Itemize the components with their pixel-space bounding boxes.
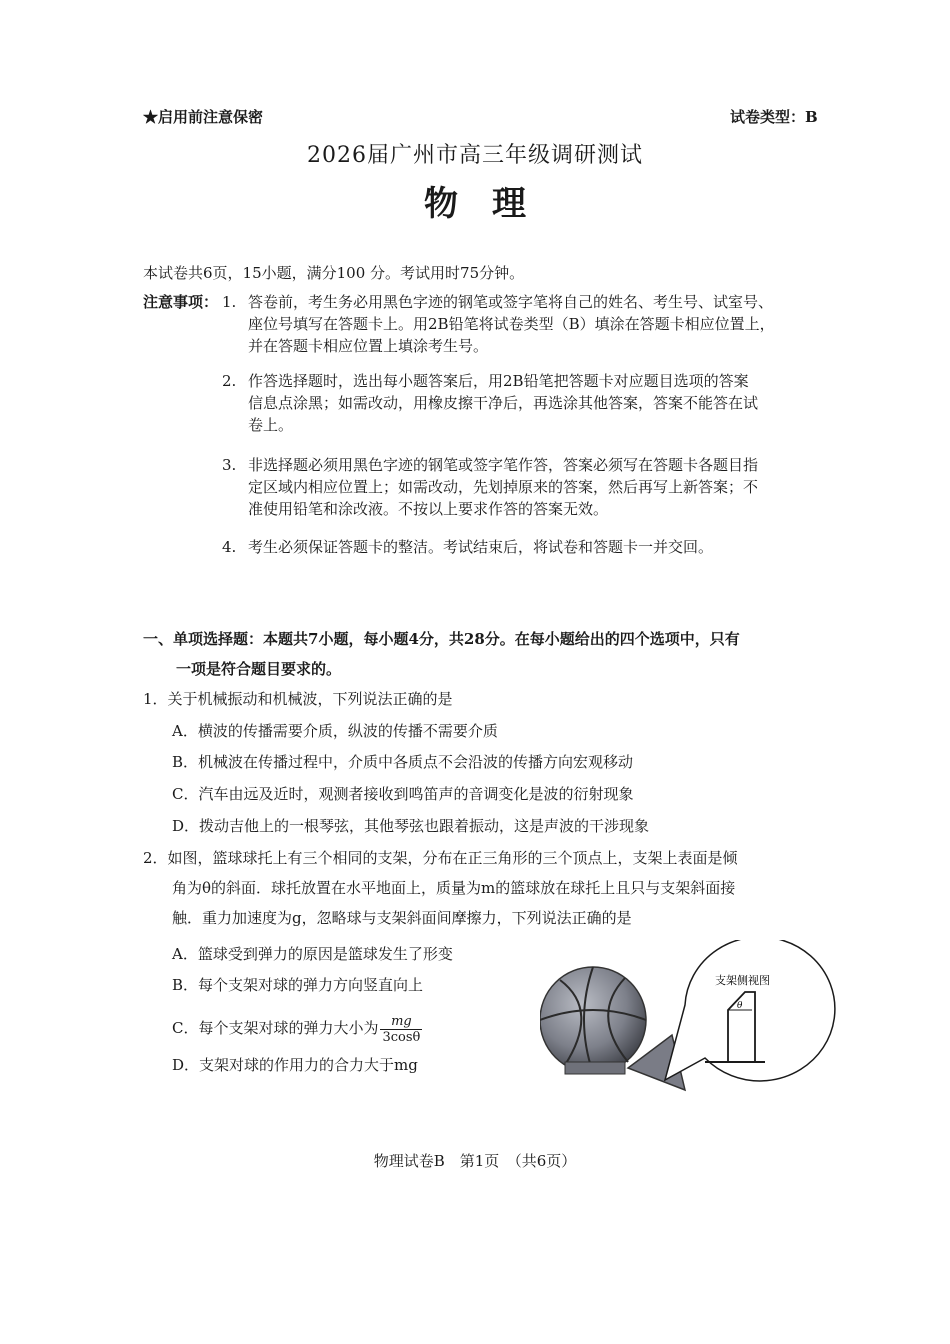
notice-number: 1. bbox=[222, 293, 237, 311]
question-1-option-d: D．拨动吉他上的一根琴弦，其他琴弦也跟着振动，这是声波的干涉现象 bbox=[172, 817, 650, 835]
question-2-option-a: A．篮球受到弹力的原因是篮球发生了形变 bbox=[172, 945, 453, 963]
exam-title: 2026届广州市高三年级调研测试 bbox=[307, 143, 643, 168]
notice-line: 卷上。 bbox=[248, 416, 294, 434]
notice-line: 答卷前，考生务必用黑色字迹的钢笔或签字笔将自己的姓名、考生号、试室号、 bbox=[248, 293, 774, 311]
question-1-option-a: A．横波的传播需要介质，纵波的传播不需要介质 bbox=[172, 722, 498, 740]
question-1-stem: 1．关于机械振动和机械波，下列说法正确的是 bbox=[143, 690, 453, 708]
option-c-text: C．每个支架对球的弹力大小为 bbox=[172, 1019, 379, 1037]
stem-line: 2．如图，篮球球托上有三个相同的支架，分布在正三角形的三个顶点上，支架上表面是倾 bbox=[143, 849, 738, 867]
basketball-figure bbox=[540, 940, 840, 1110]
question-2-option-c bbox=[172, 1013, 422, 1045]
notice-line: 并在答题卡相应位置上填涂考生号。 bbox=[248, 337, 489, 355]
confidential-label: ★启用前注意保密 bbox=[143, 108, 264, 126]
notice-line: 非选择题必须用黑色字迹的钢笔或签字笔作答，答案必须写在答题卡各题目指 bbox=[248, 456, 759, 474]
notice-line: 考生必须保证答题卡的整洁。考试结束后，将试卷和答题卡一并交回。 bbox=[248, 538, 714, 556]
stem-line: 触．重力加速度为g，忽略球与支架斜面间摩擦力，下列说法正确的是 bbox=[172, 909, 632, 927]
notice-item-1 bbox=[222, 291, 832, 357]
paper-type-label: 试卷类型：B bbox=[730, 108, 818, 126]
theta-label: θ bbox=[737, 1001, 743, 1011]
notice-line: 作答选择题时，选出每小题答案后，用2B铅笔把答题卡对应题目选项的答案 bbox=[248, 372, 749, 390]
subject-title: 物理 bbox=[424, 184, 560, 224]
notice-number: 3. bbox=[222, 456, 237, 474]
notice-item-3 bbox=[222, 454, 832, 520]
section-line: 一、单项选择题：本题共7小题，每小题4分，共28分。在每小题给出的四个选项中，只有 bbox=[143, 630, 740, 648]
notice-number: 2. bbox=[222, 372, 237, 390]
question-2-option-b: B．每个支架对球的弹力方向竖直向上 bbox=[172, 976, 424, 994]
notice-label: 注意事项： bbox=[143, 293, 219, 311]
notice-line: 定区域内相应位置上；如需改动，先划掉原来的答案，然后再写上新答案；不 bbox=[248, 478, 759, 496]
side-view-label: 支架侧视图 bbox=[715, 974, 770, 987]
side-view-callout bbox=[665, 940, 835, 1081]
stem-line: 角为θ的斜面．球托放置在水平地面上，质量为m的篮球放在球托上且只与支架斜面接 bbox=[172, 879, 736, 897]
section-heading bbox=[143, 624, 833, 684]
notice-line: 座位号填写在答题卡上。用2B铅笔将试卷类型（B）填涂在答题卡相应位置上， bbox=[248, 315, 775, 333]
fraction-numerator: mg bbox=[380, 1014, 422, 1030]
question-2-stem bbox=[143, 843, 833, 933]
fraction bbox=[380, 1014, 422, 1045]
notice-item-4 bbox=[222, 536, 832, 558]
ball-stand-base bbox=[565, 1062, 625, 1074]
notice-item-2 bbox=[222, 370, 832, 436]
fraction-denominator: 3cosθ bbox=[382, 1029, 421, 1045]
notice-line: 信息点涂黑；如需改动，用橡皮擦干净后，再选涂其他答案，答案不能答在试 bbox=[248, 394, 759, 412]
basketball bbox=[540, 967, 646, 1073]
notice-line: 准使用铅笔和涂改液。不按以上要求作答的答案无效。 bbox=[248, 500, 609, 518]
basketball-photo bbox=[540, 967, 685, 1090]
question-2-option-d: D．支架对球的作用力的合力大于mg bbox=[172, 1056, 418, 1074]
page-footer: 物理试卷B 第1页 （共6页） bbox=[373, 1152, 577, 1170]
notice-number: 4. bbox=[222, 538, 237, 556]
question-1-option-c: C．汽车由远及近时，观测者接收到鸣笛声的音调变化是波的衍射现象 bbox=[172, 785, 634, 803]
question-1-option-b: B．机械波在传播过程中，介质中各质点不会沿波的传播方向宏观移动 bbox=[172, 753, 634, 771]
section-line: 一项是符合题目要求的。 bbox=[176, 660, 342, 678]
exam-intro: 本试卷共6页，15小题，满分100 分。考试用时75分钟。 bbox=[143, 264, 525, 282]
